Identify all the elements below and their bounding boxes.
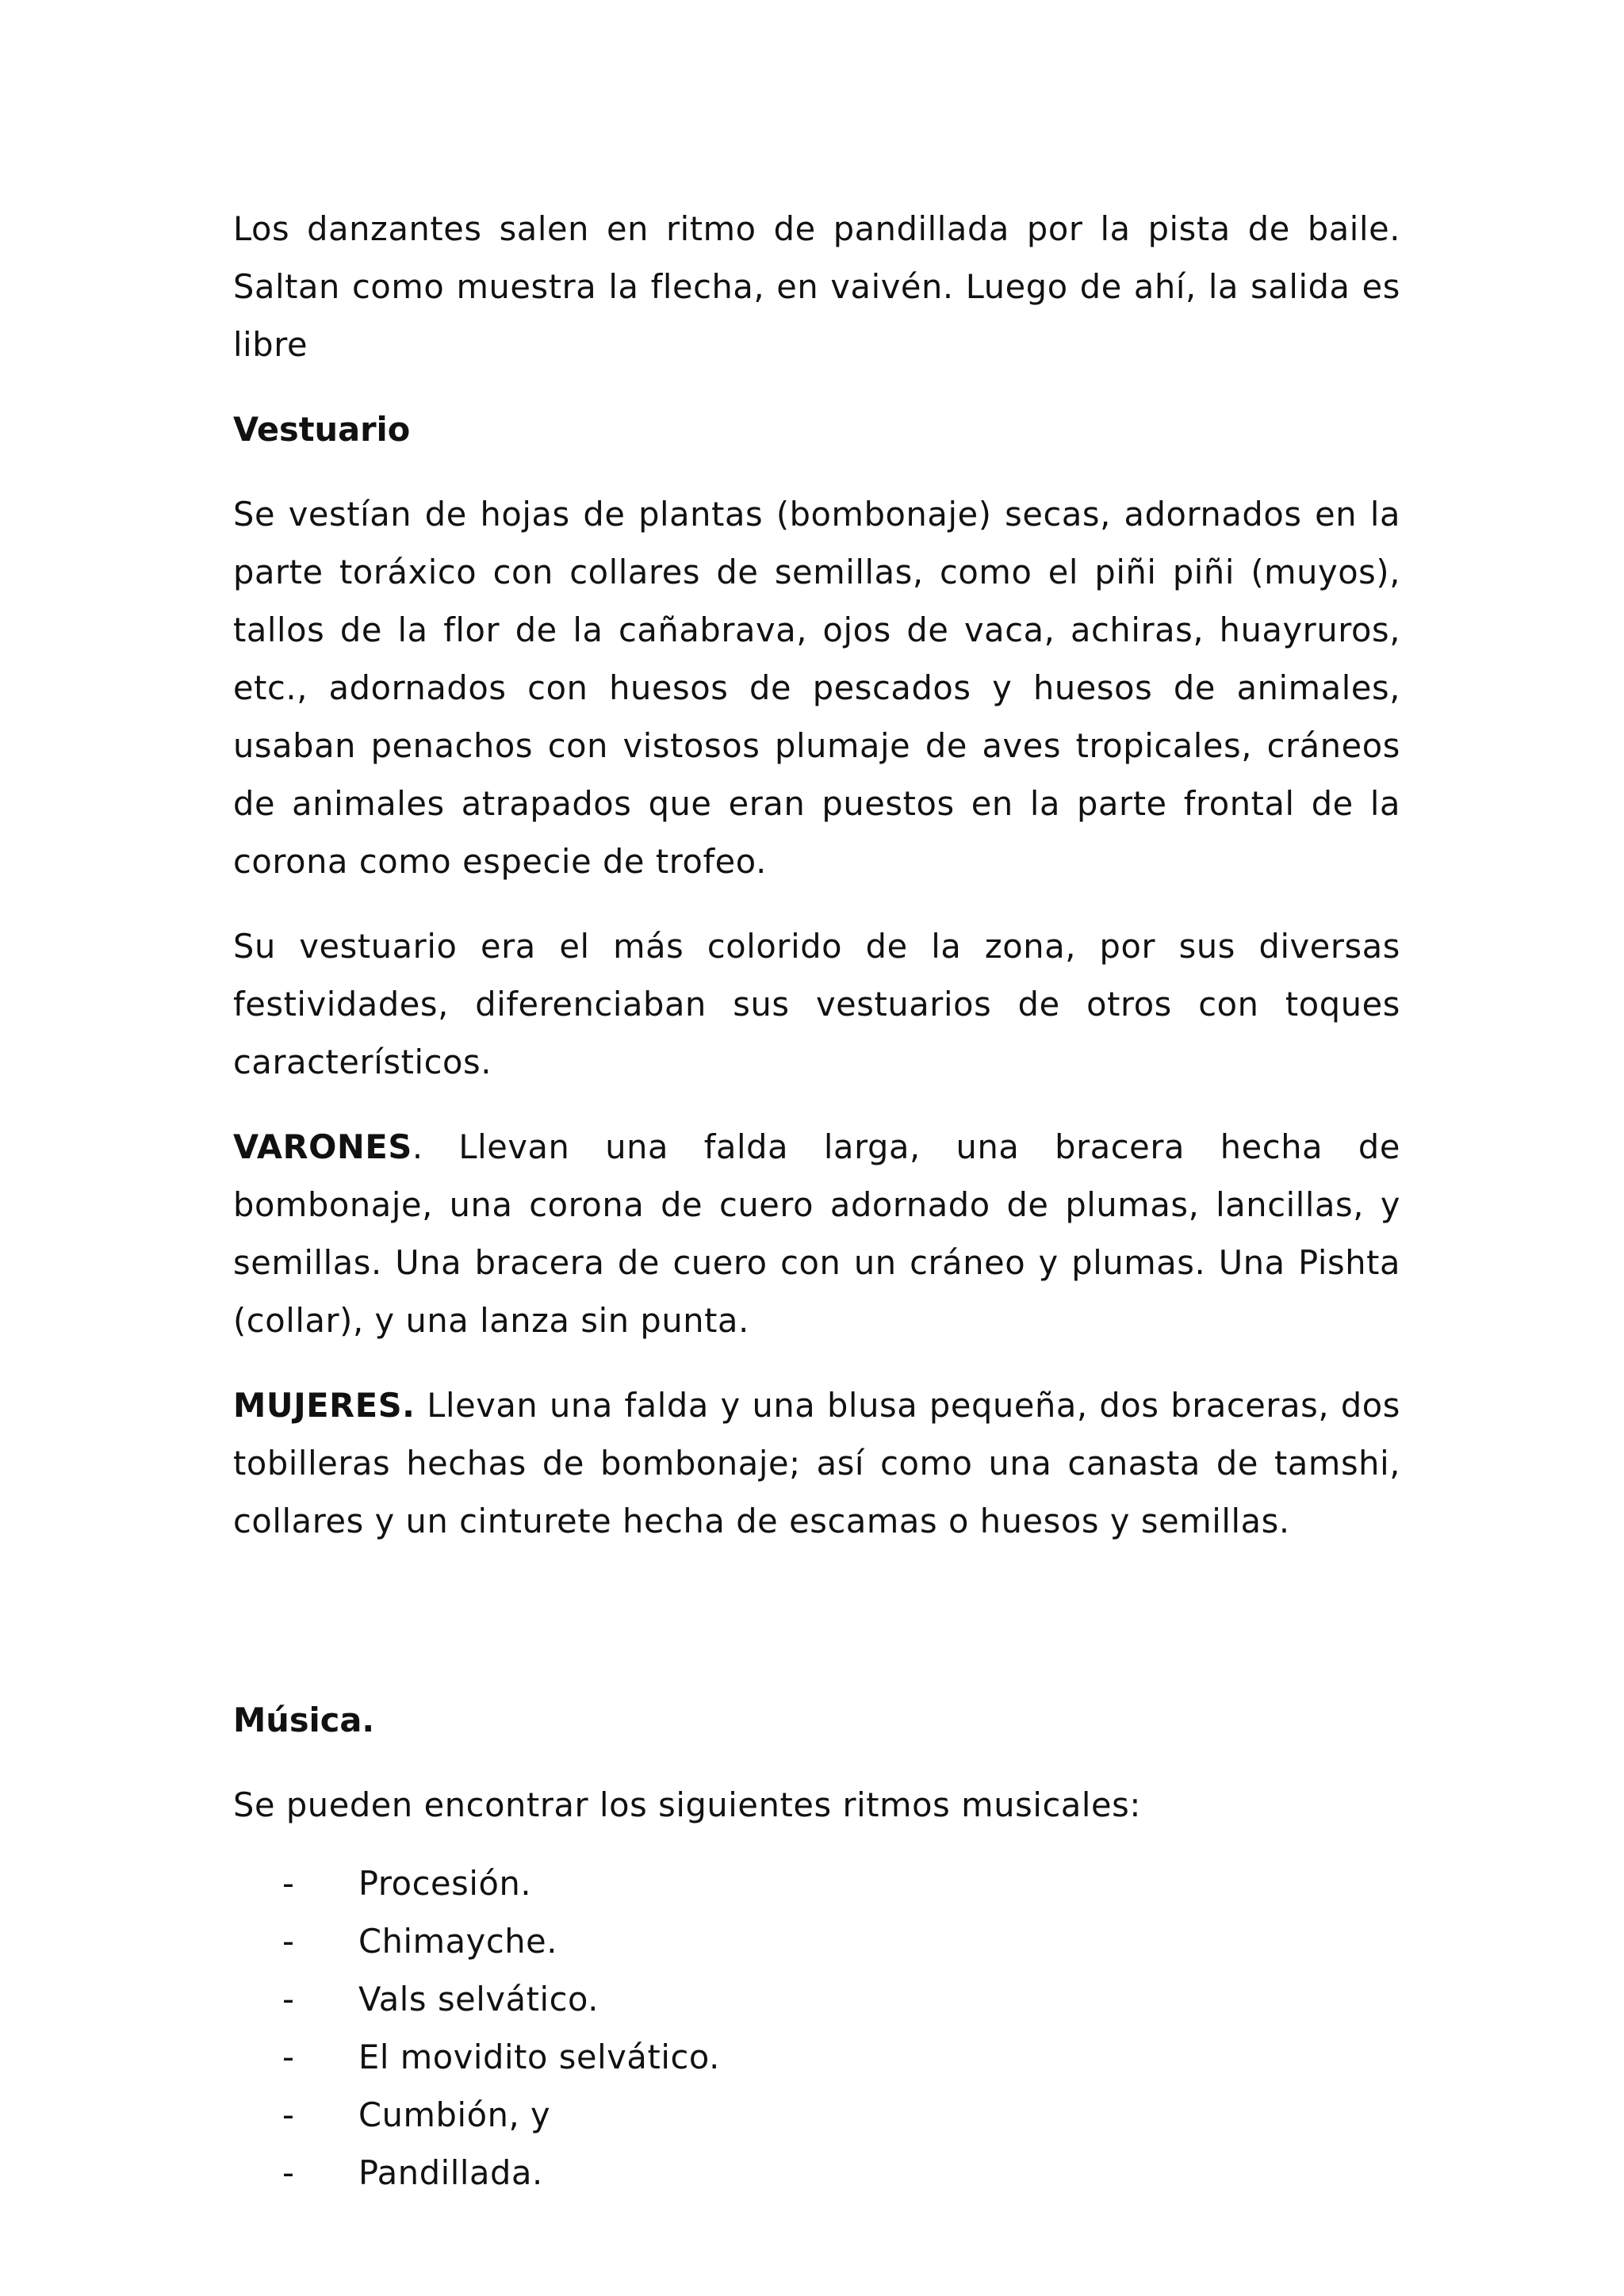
vestuario-paragraph-1: Se vestían de hojas de plantas (bombonaje) secas, adornados en la parte toráxico con collares de semillas, como el piñi piñi (muyos), tallos de la flor de la cañabrava, ojos de vaca, achiras, huayruros, etc., adornados con huesos de pescados y huesos de animales, usaban penachos con vistosos plumaje de aves tropicales, cráneos de animales atrapados que eran puestos en la parte frontal de la corona como especie de trofeo. bbox=[233, 495, 1400, 881]
vestuario-heading: Vestuario bbox=[233, 410, 411, 449]
list-item bbox=[233, 2144, 1400, 2202]
list-item-text: Vals selvático. bbox=[358, 1980, 599, 2019]
vestuario-paragraph-2: Su vestuario era el más colorido de la zona, por sus diversas festividades, diferenciaban sus vestuarios de otros con toques característicos. bbox=[233, 927, 1400, 1081]
document-page bbox=[233, 200, 1400, 2202]
list-item bbox=[233, 1854, 1400, 1912]
mujeres-label: MUJERES. bbox=[233, 1386, 416, 1425]
intro-paragraph: Los danzantes salen en ritmo de pandillada por la pista de baile. Saltan como muestra la flecha, en vaivén. Luego de ahí, la salida es libre bbox=[233, 209, 1400, 364]
varones-label: VARONES bbox=[233, 1127, 412, 1166]
list-item-text: Procesión. bbox=[358, 1864, 532, 1903]
varones-text: . Llevan una falda larga, una bracera hecha de bombonaje, una corona de cuero adornado de plumas, lancillas, y semillas. Una bracera de cuero con un cráneo y plumas. Una Pishta (collar), y una lanza sin punta. bbox=[233, 1127, 1400, 1340]
list-item bbox=[233, 2086, 1400, 2144]
list-dash: - bbox=[282, 1980, 295, 2019]
list-dash: - bbox=[282, 1864, 295, 1903]
list-dash: - bbox=[282, 2038, 295, 2076]
musica-heading: Música. bbox=[233, 1701, 375, 1739]
varones-paragraph bbox=[233, 1118, 1400, 1349]
mujeres-text: Llevan una falda y una blusa pequeña, dos braceras, dos tobilleras hechas de bombonaje; así como una canasta de tamshi, collares y un cinturete hecha de escamas o huesos y semillas. bbox=[233, 1386, 1400, 1540]
list-item-text: El movidito selvático. bbox=[358, 2038, 720, 2076]
musica-intro: Se pueden encontrar los siguientes ritmos musicales: bbox=[233, 1785, 1141, 1824]
rhythm-list bbox=[233, 1854, 1400, 2202]
list-item-text: Chimayche. bbox=[358, 1922, 558, 1961]
list-dash: - bbox=[282, 2153, 295, 2192]
mujeres-paragraph bbox=[233, 1376, 1400, 1550]
list-item-text: Cumbión, y bbox=[358, 2095, 551, 2134]
list-dash: - bbox=[282, 2095, 295, 2134]
list-item bbox=[233, 2028, 1400, 2086]
list-item bbox=[233, 1970, 1400, 2028]
list-item-text: Pandillada. bbox=[358, 2153, 543, 2192]
list-dash: - bbox=[282, 1922, 295, 1961]
list-item bbox=[233, 1912, 1400, 1970]
